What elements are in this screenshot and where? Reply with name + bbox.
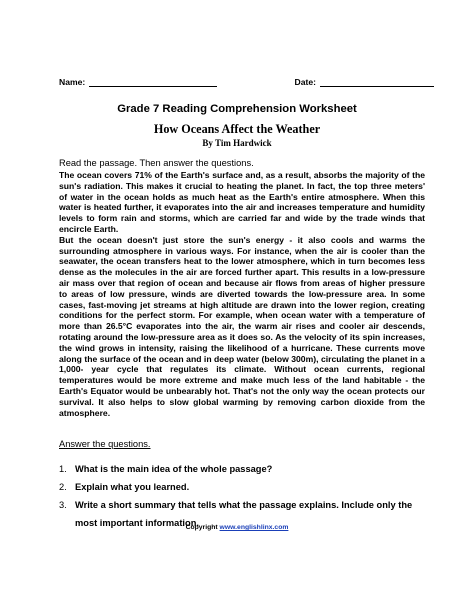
question-item bbox=[59, 460, 429, 478]
question-number: 3. bbox=[59, 500, 67, 510]
passage-title: How Oceans Affect the Weather bbox=[153, 122, 321, 136]
question-item bbox=[59, 478, 429, 496]
copyright-footer bbox=[0, 524, 474, 531]
header-row bbox=[59, 77, 434, 87]
question-text: Explain what you learned. bbox=[75, 482, 190, 492]
name-blank-line bbox=[89, 77, 217, 87]
date-label: Date: bbox=[294, 77, 316, 87]
question-text: Write a short summary that tells what the passage explains. Include only the most important information. bbox=[75, 500, 413, 528]
passage-paragraph: But the ocean doesn't just store the sun's energy - it also cools and warms the surrounding atmosphere in various ways. For instance, when the air is cooler than the seawater, the ocean transfers heat to the lower atmosphere, which in turn becomes less dense as the molecules in the air are forced further apart. This results in a low-pressure air mass over that region of ocean and because air flows from areas of higher pressure to areas of low pressure, winds are diverted towards the low-pressure area. In some cases, fast-moving jet streams at high altitude are drawn into the lower region, creating conditions for the perfect storm. For example, when ocean water with a temperature of more than 26.5°C evaporates into the air, the warm air rises and cooler air descends, rotating around the low-pressure area as it does so. As the velocity of its spin increases, the wind grows in intensity, raising the likelihood of a hurricane. These currents move along the surface of the ocean and in deep water (below 300m), circulating the planet in a 1,000- year cycle that regulates its climate. Without ocean currents, regional temperatures would be more extreme and make much less of the land habitable - the Earth's Equator would be unbearably hot. That's not the only way the ocean protects our survival. It also helps to slow global warming by removing carbon dioxide from the atmosphere. bbox=[59, 234, 425, 418]
passage-paragraph: The ocean covers 71% of the Earth's surface and, as a result, absorbs the majority of the sun's radiation. This makes it crucial to heating the planet. In fact, the top three meters' of water in the ocean holds as much heat as the Earth's entire atmosphere. When this water is heated further, it evaporates into the air and increases temperature and humidity levels to form rain and storms, which are carried far and wide by the trade winds that encircle Earth. bbox=[59, 170, 425, 234]
instructions: Read the passage. Then answer the questions. bbox=[59, 158, 254, 168]
name-label: Name: bbox=[59, 77, 86, 87]
question-list bbox=[59, 460, 429, 532]
copyright-text: Copyright bbox=[185, 524, 220, 531]
copyright-link[interactable]: www.englishlinx.com bbox=[219, 524, 289, 531]
question-number: 2. bbox=[59, 482, 67, 492]
question-number: 1. bbox=[59, 464, 67, 474]
date-field bbox=[295, 77, 435, 87]
answer-questions-heading: Answer the questions. bbox=[59, 439, 151, 449]
name-field bbox=[59, 77, 217, 87]
worksheet-title: Grade 7 Reading Comprehension Worksheet bbox=[117, 103, 357, 115]
passage-text bbox=[59, 170, 425, 418]
question-text: What is the main idea of the whole passage? bbox=[75, 464, 273, 474]
date-blank-line bbox=[320, 77, 434, 87]
byline: By Tim Hardwick bbox=[202, 138, 272, 148]
